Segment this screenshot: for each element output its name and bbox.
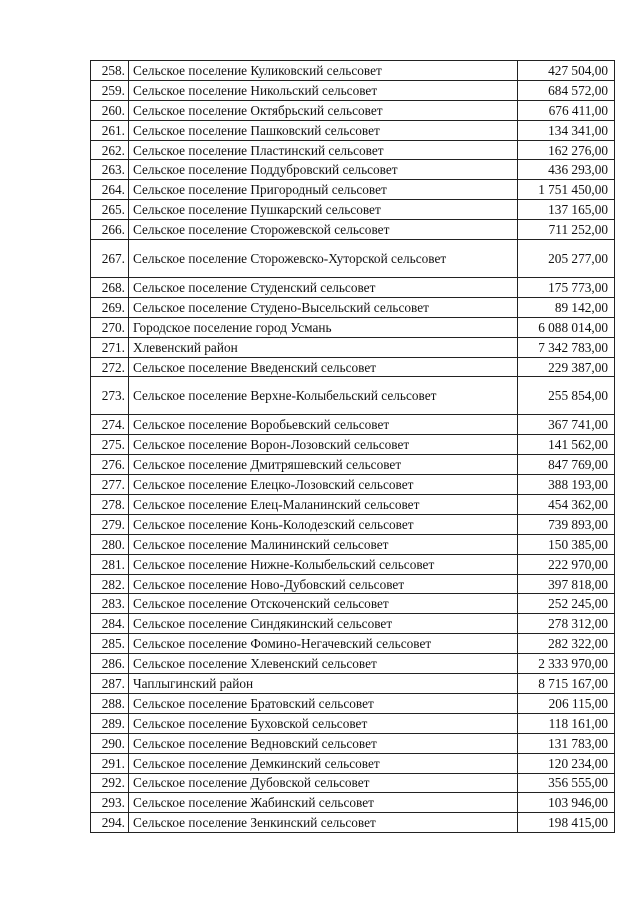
row-name-text: Сельское поселение Елец-Маланинский сельсовет bbox=[133, 496, 420, 512]
row-number-cell bbox=[91, 357, 129, 377]
row-number-cell bbox=[91, 674, 129, 694]
row-name-cell bbox=[129, 654, 518, 674]
row-name-text: Сельское поселение Елецко-Лозовский сельсовет bbox=[133, 477, 414, 493]
row-number-cell bbox=[91, 514, 129, 534]
table-row bbox=[91, 475, 615, 495]
row-name-text: Сельское поселение Дмитряшевский сельсовет bbox=[133, 457, 402, 473]
row-amount-cell bbox=[518, 514, 615, 534]
row-name-cell bbox=[129, 337, 518, 357]
row-number-text: 278. bbox=[101, 496, 125, 512]
row-amount-cell bbox=[518, 753, 615, 773]
row-amount-cell bbox=[518, 713, 615, 733]
row-amount-cell bbox=[518, 297, 615, 317]
row-number-text: 290. bbox=[101, 735, 125, 751]
row-name-text: Сельское поселение Верхне-Колыбельский сельсовет bbox=[133, 388, 437, 404]
row-number-cell bbox=[91, 240, 129, 278]
row-amount-text: 175 773,00 bbox=[548, 279, 608, 295]
row-amount-cell bbox=[518, 180, 615, 200]
row-name-text: Сельское поселение Пушкарский сельсовет bbox=[133, 202, 381, 218]
row-name-text: Сельское поселение Введенский сельсовет bbox=[133, 359, 377, 375]
row-amount-cell bbox=[518, 140, 615, 160]
table-row bbox=[91, 634, 615, 654]
row-number-cell bbox=[91, 733, 129, 753]
row-number-text: 265. bbox=[101, 202, 125, 218]
table-row bbox=[91, 61, 615, 81]
row-amount-cell bbox=[518, 357, 615, 377]
row-name-cell bbox=[129, 357, 518, 377]
table-row bbox=[91, 160, 615, 180]
row-number-text: 291. bbox=[101, 755, 125, 771]
row-name-text: Сельское поселение Малининский сельсовет bbox=[133, 536, 389, 552]
row-amount-cell bbox=[518, 278, 615, 298]
row-number-cell bbox=[91, 317, 129, 337]
row-name-cell bbox=[129, 435, 518, 455]
row-name-cell bbox=[129, 773, 518, 793]
row-number-text: 276. bbox=[101, 457, 125, 473]
table-row bbox=[91, 813, 615, 833]
row-number-text: 267. bbox=[101, 251, 125, 267]
row-number-cell bbox=[91, 80, 129, 100]
row-amount-text: 684 572,00 bbox=[548, 82, 608, 98]
row-number-cell bbox=[91, 120, 129, 140]
row-name-text: Сельское поселение Куликовский сельсовет bbox=[133, 62, 382, 78]
row-amount-cell bbox=[518, 220, 615, 240]
row-amount-text: 205 277,00 bbox=[548, 251, 608, 267]
row-name-cell bbox=[129, 180, 518, 200]
row-number-cell bbox=[91, 220, 129, 240]
row-amount-text: 150 385,00 bbox=[548, 536, 608, 552]
row-amount-text: 739 893,00 bbox=[548, 516, 608, 532]
row-name-text: Сельское поселение Ворон-Лозовский сельсовет bbox=[133, 437, 410, 453]
table-row bbox=[91, 240, 615, 278]
row-amount-text: 282 322,00 bbox=[548, 636, 608, 652]
row-number-text: 286. bbox=[101, 656, 125, 672]
table-row bbox=[91, 180, 615, 200]
row-name-cell bbox=[129, 753, 518, 773]
row-name-cell bbox=[129, 377, 518, 415]
row-amount-text: 427 504,00 bbox=[548, 62, 608, 78]
row-amount-cell bbox=[518, 674, 615, 694]
row-amount-cell bbox=[518, 634, 615, 654]
row-name-text: Сельское поселение Зенкинский сельсовет bbox=[133, 815, 376, 831]
row-amount-cell bbox=[518, 80, 615, 100]
row-amount-text: 676 411,00 bbox=[548, 102, 608, 118]
row-name-cell bbox=[129, 713, 518, 733]
row-amount-text: 229 387,00 bbox=[548, 359, 608, 375]
row-number-cell bbox=[91, 455, 129, 475]
row-name-text: Сельское поселение Жабинский сельсовет bbox=[133, 795, 374, 811]
row-name-text: Хлевенский район bbox=[133, 339, 238, 355]
row-name-text: Сельское поселение Октябрьский сельсовет bbox=[133, 102, 383, 118]
row-number-text: 279. bbox=[101, 516, 125, 532]
row-amount-text: 711 252,00 bbox=[548, 222, 608, 238]
table-row bbox=[91, 614, 615, 634]
row-name-text: Сельское поселение Синдякинский сельсовет bbox=[133, 616, 393, 632]
row-number-cell bbox=[91, 200, 129, 220]
row-number-cell bbox=[91, 554, 129, 574]
row-name-text: Сельское поселение Фомино-Негачевский сельсовет bbox=[133, 636, 432, 652]
table-row bbox=[91, 200, 615, 220]
row-amount-cell bbox=[518, 337, 615, 357]
row-name-cell bbox=[129, 813, 518, 833]
row-number-cell bbox=[91, 140, 129, 160]
row-number-text: 273. bbox=[101, 388, 125, 404]
row-name-cell bbox=[129, 278, 518, 298]
row-amount-text: 162 276,00 bbox=[548, 142, 608, 158]
row-amount-text: 2 333 970,00 bbox=[538, 656, 608, 672]
row-number-text: 281. bbox=[101, 556, 125, 572]
row-amount-cell bbox=[518, 773, 615, 793]
row-number-text: 272. bbox=[101, 359, 125, 375]
row-name-cell bbox=[129, 200, 518, 220]
row-name-cell bbox=[129, 100, 518, 120]
row-amount-cell bbox=[518, 200, 615, 220]
row-number-text: 264. bbox=[101, 182, 125, 198]
row-number-text: 274. bbox=[101, 417, 125, 433]
row-amount-cell bbox=[518, 240, 615, 278]
table-row bbox=[91, 120, 615, 140]
row-amount-text: 252 245,00 bbox=[548, 596, 608, 612]
row-amount-cell bbox=[518, 594, 615, 614]
row-name-cell bbox=[129, 674, 518, 694]
row-name-text: Сельское поселение Конь-Колодезский сельсовет bbox=[133, 516, 414, 532]
row-name-cell bbox=[129, 220, 518, 240]
row-amount-text: 118 161,00 bbox=[548, 715, 608, 731]
row-amount-text: 367 741,00 bbox=[548, 417, 608, 433]
row-name-text: Сельское поселение Буховской сельсовет bbox=[133, 715, 368, 731]
row-number-cell bbox=[91, 634, 129, 654]
table-row bbox=[91, 80, 615, 100]
table-row bbox=[91, 297, 615, 317]
row-name-cell bbox=[129, 574, 518, 594]
row-number-text: 284. bbox=[101, 616, 125, 632]
row-amount-cell bbox=[518, 415, 615, 435]
row-number-text: 260. bbox=[101, 102, 125, 118]
table-row bbox=[91, 337, 615, 357]
row-number-text: 266. bbox=[101, 222, 125, 238]
row-amount-text: 198 415,00 bbox=[548, 815, 608, 831]
row-name-text: Сельское поселение Студенский сельсовет bbox=[133, 279, 376, 295]
table-row bbox=[91, 278, 615, 298]
table-row bbox=[91, 220, 615, 240]
row-amount-text: 137 165,00 bbox=[548, 202, 608, 218]
row-number-text: 292. bbox=[101, 775, 125, 791]
row-name-cell bbox=[129, 80, 518, 100]
table-row bbox=[91, 594, 615, 614]
row-number-text: 293. bbox=[101, 795, 125, 811]
row-number-text: 269. bbox=[101, 299, 125, 315]
row-number-cell bbox=[91, 377, 129, 415]
row-amount-cell bbox=[518, 614, 615, 634]
row-name-cell bbox=[129, 475, 518, 495]
row-amount-cell bbox=[518, 317, 615, 337]
table-row bbox=[91, 693, 615, 713]
table-row bbox=[91, 654, 615, 674]
row-name-cell bbox=[129, 514, 518, 534]
table-row bbox=[91, 317, 615, 337]
row-amount-text: 847 769,00 bbox=[548, 457, 608, 473]
row-name-text: Сельское поселение Студено-Высельский сельсовет bbox=[133, 299, 429, 315]
row-number-cell bbox=[91, 435, 129, 455]
row-number-text: 259. bbox=[101, 82, 125, 98]
row-number-text: 263. bbox=[101, 162, 125, 178]
row-amount-text: 103 946,00 bbox=[548, 795, 608, 811]
row-amount-text: 255 854,00 bbox=[548, 388, 608, 404]
row-amount-cell bbox=[518, 475, 615, 495]
row-number-text: 282. bbox=[101, 576, 125, 592]
row-number-cell bbox=[91, 713, 129, 733]
row-amount-text: 8 715 167,00 bbox=[538, 675, 608, 691]
row-amount-text: 6 088 014,00 bbox=[538, 319, 608, 335]
table-row bbox=[91, 357, 615, 377]
table-row bbox=[91, 435, 615, 455]
row-amount-cell bbox=[518, 377, 615, 415]
row-amount-cell bbox=[518, 455, 615, 475]
row-amount-cell bbox=[518, 435, 615, 455]
row-number-cell bbox=[91, 753, 129, 773]
row-number-cell bbox=[91, 773, 129, 793]
row-name-text: Сельское поселение Воробьевский сельсовет bbox=[133, 417, 390, 433]
row-number-cell bbox=[91, 61, 129, 81]
row-amount-text: 278 312,00 bbox=[548, 616, 608, 632]
row-amount-text: 454 362,00 bbox=[548, 496, 608, 512]
table-row bbox=[91, 495, 615, 515]
row-amount-text: 7 342 783,00 bbox=[538, 339, 608, 355]
row-amount-text: 141 562,00 bbox=[548, 437, 608, 453]
table-row bbox=[91, 514, 615, 534]
row-amount-text: 1 751 450,00 bbox=[538, 182, 608, 198]
row-number-text: 271. bbox=[101, 339, 125, 355]
row-amount-cell bbox=[518, 793, 615, 813]
budget-table bbox=[90, 60, 615, 833]
row-amount-text: 356 555,00 bbox=[548, 775, 608, 791]
row-name-cell bbox=[129, 554, 518, 574]
row-name-cell bbox=[129, 160, 518, 180]
row-name-cell bbox=[129, 614, 518, 634]
row-amount-cell bbox=[518, 61, 615, 81]
row-amount-cell bbox=[518, 693, 615, 713]
table-row bbox=[91, 773, 615, 793]
row-number-cell bbox=[91, 337, 129, 357]
row-name-cell bbox=[129, 140, 518, 160]
row-amount-text: 206 115,00 bbox=[548, 695, 608, 711]
row-number-cell bbox=[91, 574, 129, 594]
row-number-cell bbox=[91, 160, 129, 180]
row-number-cell bbox=[91, 813, 129, 833]
row-number-text: 289. bbox=[101, 715, 125, 731]
row-number-cell bbox=[91, 475, 129, 495]
row-name-cell bbox=[129, 594, 518, 614]
row-number-text: 287. bbox=[101, 675, 125, 691]
row-number-cell bbox=[91, 654, 129, 674]
row-name-cell bbox=[129, 534, 518, 554]
row-amount-cell bbox=[518, 160, 615, 180]
row-number-text: 262. bbox=[101, 142, 125, 158]
row-name-cell bbox=[129, 733, 518, 753]
row-name-text: Сельское поселение Пашковский сельсовет bbox=[133, 122, 380, 138]
row-name-cell bbox=[129, 415, 518, 435]
table-row bbox=[91, 534, 615, 554]
row-amount-text: 436 293,00 bbox=[548, 162, 608, 178]
row-number-text: 285. bbox=[101, 636, 125, 652]
row-amount-text: 388 193,00 bbox=[548, 477, 608, 493]
row-number-text: 294. bbox=[101, 815, 125, 831]
row-amount-text: 120 234,00 bbox=[548, 755, 608, 771]
row-name-text: Сельское поселение Хлевенский сельсовет bbox=[133, 656, 377, 672]
row-number-text: 280. bbox=[101, 536, 125, 552]
row-amount-cell bbox=[518, 100, 615, 120]
row-number-cell bbox=[91, 534, 129, 554]
row-amount-text: 89 142,00 bbox=[554, 299, 608, 315]
row-name-text: Сельское поселение Ведновский сельсовет bbox=[133, 735, 377, 751]
row-name-text: Сельское поселение Пригородный сельсовет bbox=[133, 182, 387, 198]
row-name-cell bbox=[129, 297, 518, 317]
row-amount-cell bbox=[518, 534, 615, 554]
row-number-text: 288. bbox=[101, 695, 125, 711]
row-number-cell bbox=[91, 278, 129, 298]
table-row bbox=[91, 733, 615, 753]
row-name-text: Сельское поселение Отскоченский сельсовет bbox=[133, 596, 389, 612]
row-number-cell bbox=[91, 297, 129, 317]
row-number-text: 261. bbox=[101, 122, 125, 138]
row-name-text: Сельское поселение Нижне-Колыбельский сельсовет bbox=[133, 556, 435, 572]
row-name-text: Чаплыгинский район bbox=[133, 675, 254, 691]
row-name-cell bbox=[129, 455, 518, 475]
row-name-cell bbox=[129, 693, 518, 713]
row-number-text: 258. bbox=[101, 62, 125, 78]
row-number-cell bbox=[91, 594, 129, 614]
row-amount-cell bbox=[518, 574, 615, 594]
row-name-text: Сельское поселение Пластинский сельсовет bbox=[133, 142, 384, 158]
table-row bbox=[91, 100, 615, 120]
table-row bbox=[91, 713, 615, 733]
table-body bbox=[91, 61, 615, 833]
table-row bbox=[91, 753, 615, 773]
row-name-text: Сельское поселение Поддубровский сельсовет bbox=[133, 162, 398, 178]
row-amount-text: 397 818,00 bbox=[548, 576, 608, 592]
row-number-cell bbox=[91, 793, 129, 813]
row-name-cell bbox=[129, 317, 518, 337]
table-row bbox=[91, 793, 615, 813]
row-amount-cell bbox=[518, 120, 615, 140]
table-row bbox=[91, 455, 615, 475]
row-name-cell bbox=[129, 634, 518, 654]
row-number-cell bbox=[91, 693, 129, 713]
row-name-cell bbox=[129, 61, 518, 81]
row-number-text: 283. bbox=[101, 596, 125, 612]
table-row bbox=[91, 415, 615, 435]
row-number-text: 268. bbox=[101, 279, 125, 295]
row-name-cell bbox=[129, 240, 518, 278]
row-number-cell bbox=[91, 415, 129, 435]
row-name-text: Сельское поселение Ново-Дубовский сельсовет bbox=[133, 576, 405, 592]
row-name-text: Сельское поселение Сторожевской сельсовет bbox=[133, 222, 390, 238]
row-amount-cell bbox=[518, 554, 615, 574]
row-name-cell bbox=[129, 793, 518, 813]
row-name-text: Сельское поселение Сторожевско-Хуторской сельсовет bbox=[133, 251, 447, 267]
row-amount-cell bbox=[518, 495, 615, 515]
row-name-cell bbox=[129, 495, 518, 515]
row-name-cell bbox=[129, 120, 518, 140]
row-name-text: Сельское поселение Никольский сельсовет bbox=[133, 82, 378, 98]
row-amount-cell bbox=[518, 733, 615, 753]
row-number-cell bbox=[91, 100, 129, 120]
table-row bbox=[91, 674, 615, 694]
row-name-text: Сельское поселение Братовский сельсовет bbox=[133, 695, 374, 711]
row-name-text: Городское поселение город Усмань bbox=[133, 319, 332, 335]
row-amount-text: 222 970,00 bbox=[548, 556, 608, 572]
row-amount-text: 131 783,00 bbox=[548, 735, 608, 751]
row-amount-cell bbox=[518, 813, 615, 833]
row-amount-text: 134 341,00 bbox=[548, 122, 608, 138]
table-row bbox=[91, 574, 615, 594]
row-name-text: Сельское поселение Демкинский сельсовет bbox=[133, 755, 380, 771]
table-row bbox=[91, 377, 615, 415]
row-number-cell bbox=[91, 180, 129, 200]
table-row bbox=[91, 140, 615, 160]
row-number-cell bbox=[91, 614, 129, 634]
row-number-text: 275. bbox=[101, 437, 125, 453]
row-name-text: Сельское поселение Дубовской сельсовет bbox=[133, 775, 370, 791]
row-amount-cell bbox=[518, 654, 615, 674]
row-number-cell bbox=[91, 495, 129, 515]
table-row bbox=[91, 554, 615, 574]
row-number-text: 270. bbox=[101, 319, 125, 335]
row-number-text: 277. bbox=[101, 477, 125, 493]
